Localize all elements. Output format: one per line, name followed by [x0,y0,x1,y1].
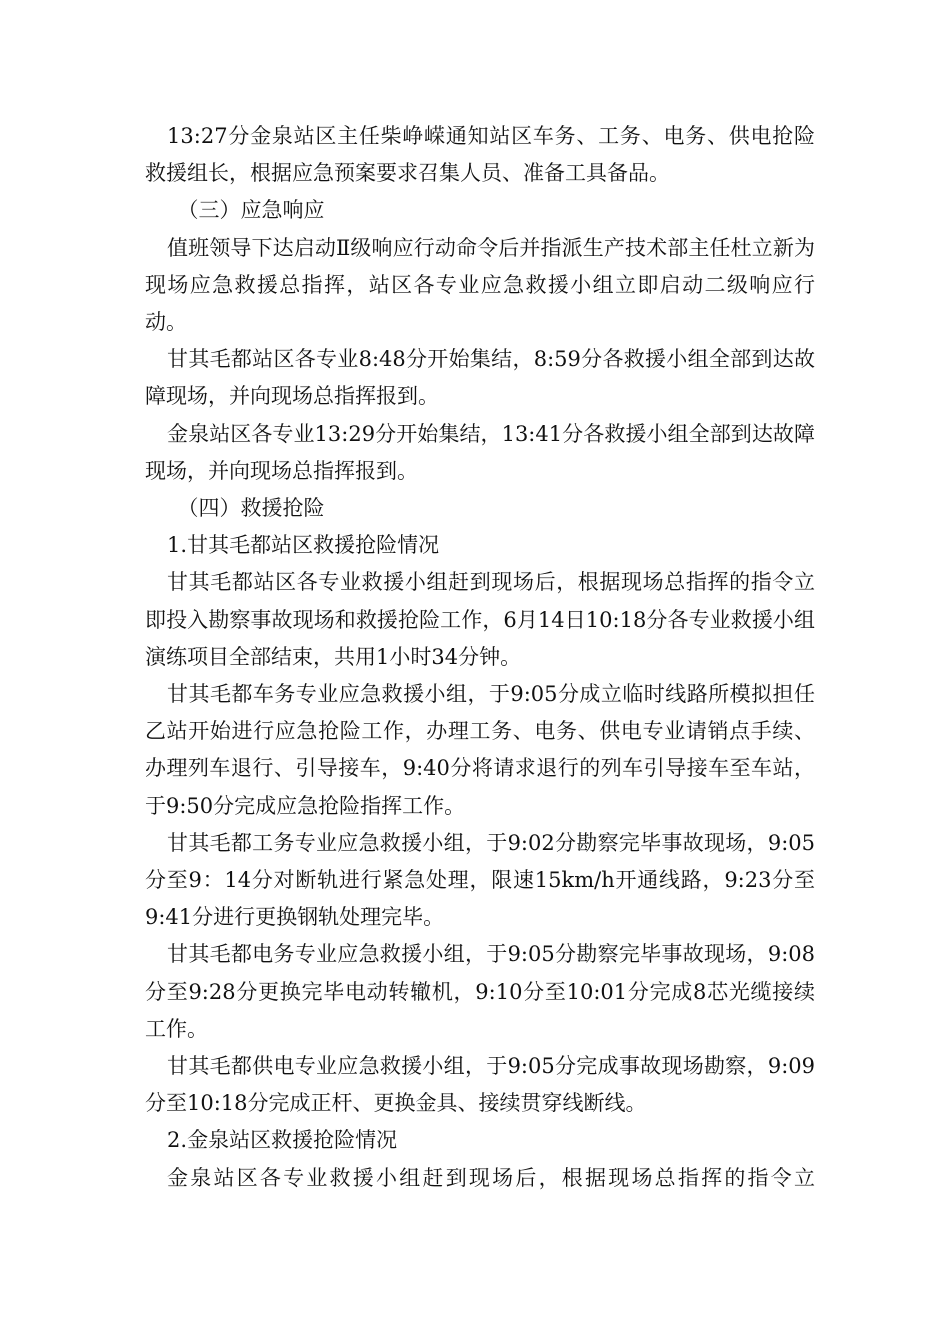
paragraph-level-two-response: 值班领导下达启动Ⅱ级响应行动命令后并指派生产技术部主任杜立新为现场应急救援总指挥，站区各专业应急救援小组立即启动二级响应行动。 [145,235,815,335]
paragraph-ganqimaodu-signal: 甘其毛都电务专业应急救援小组，于9:05分勘察完毕事故现场，9:08分至9:28分更换完毕电动转辙机，9:10分至10:01分完成8芯光缆接续工作。 [145,942,815,1041]
paragraph-ganqimaodu-traffic: 甘其毛都车务专业应急救援小组，于9:05分成立临时线路所模拟担任乙站开始进行应急抢险工作，办理工务、电务、供电专业请销点手续、办理列车退行、引导接车，9:40分将请求退行的列车引导接车至车站，于9:50分完成应急抢险指挥工作。 [145,682,815,818]
section-heading-emergency-response: （三）应急响应 [177,198,325,223]
subheading-ganqimaodu-rescue: 1.甘其毛都站区救援抢险情况 [167,533,440,558]
paragraph-jinquan-notification: 13:27分金泉站区主任柴峥嵘通知站区车务、工务、电务、供电抢险救援组长，根据应急预案要求召集人员、准备工具备品。 [145,124,815,186]
paragraph-jinquan-assembly: 金泉站区各专业13:29分开始集结，13:41分各救援小组全部到达故障现场，并向现场总指挥报到。 [145,421,815,483]
paragraph-ganqimaodu-power: 甘其毛都供电专业应急救援小组，于9:05分完成事故现场勘察，9:09分至10:18分完成正杆、更换金具、接续贯穿线断线。 [145,1054,815,1116]
paragraph-ganqimaodu-assembly: 甘其毛都站区各专业8:48分开始集结，8:59分各救援小组全部到达故障现场，并向现场总指挥报到。 [145,347,815,409]
section-heading-rescue: （四）救援抢险 [177,496,325,521]
paragraph-jinquan-overview: 金泉站区各专业救援小组赶到现场后，根据现场总指挥的指令立 [167,1165,815,1190]
paragraph-ganqimaodu-overview: 甘其毛都站区各专业救援小组赶到现场后，根据现场总指挥的指令立即投入勘察事故现场和救援抢险工作，6月14日10:18分各专业救援小组演练项目全部结束，共用1小时34分钟。 [145,570,815,669]
document-body [145,118,815,1197]
subheading-jinquan-rescue: 2.金泉站区救援抢险情况 [167,1128,398,1153]
paragraph-ganqimaodu-track: 甘其毛都工务专业应急救援小组，于9:02分勘察完毕事故现场，9:05分至9：14分对断轨进行紧急处理，限速15km/h开通线路，9:23分至9:41分进行更换钢轨处理完毕。 [145,830,815,930]
